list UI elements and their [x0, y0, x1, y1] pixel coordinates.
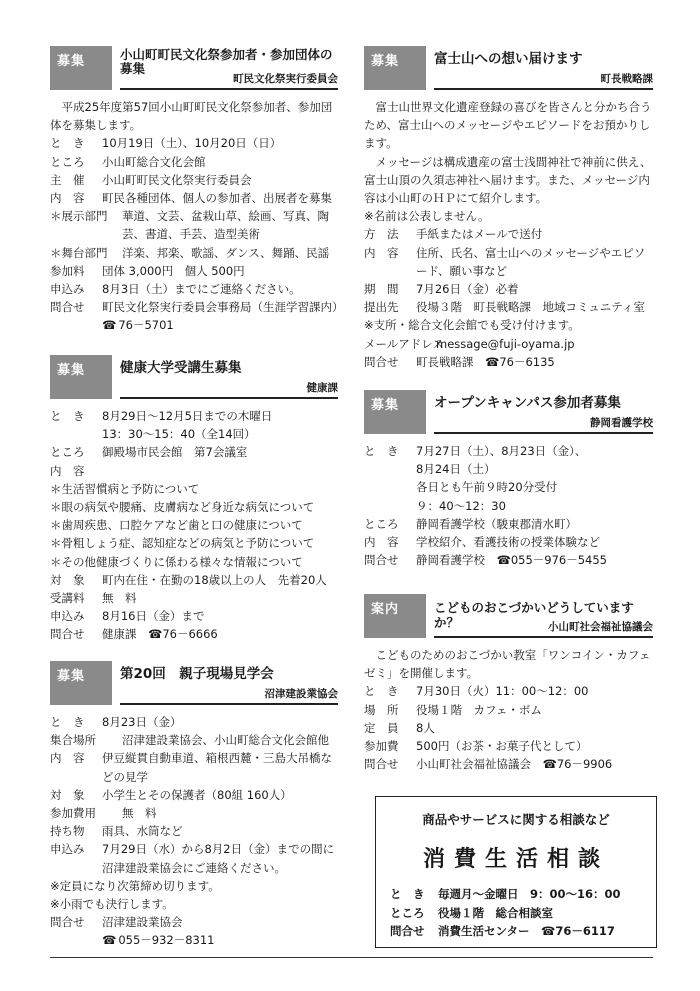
- detail-row: [364, 298, 653, 316]
- detail-label: 問合せ: [50, 300, 85, 315]
- detail-row: 問合せ 町長戦略課 ☎76－6135: [364, 354, 555, 369]
- phone-number: ☎ 055－932－8311: [50, 931, 338, 949]
- detail-value: 役場３階 町長戦略課 地域コミュニティ室: [416, 300, 645, 315]
- notice-organizer: 町民文化祭実行委員会: [233, 73, 338, 85]
- notice-body: こどものためのおこづかい教室「ワンコイン・カフェゼミ」を開催します。 と き 7月30日（火）11：00～12：00 場 所 役場１階 カフェ・ボム 定 員 8人 参加費 500円（お茶・お菓子代として） 問合せ 小山町社会福祉協議会 ☎76－9906: [364, 646, 653, 773]
- category-tag: 募集: [50, 661, 112, 705]
- notice-campus: [364, 390, 653, 569]
- category-tag: 案内: [364, 594, 426, 638]
- notice-header: [364, 594, 653, 638]
- detail-row: メールアドレス message@fuji-oyama.jp: [364, 335, 653, 353]
- detail-label: 方 法: [364, 227, 399, 242]
- detail-row: [364, 225, 653, 243]
- notice-fuji: [364, 46, 653, 371]
- notice-body: [50, 98, 344, 335]
- notice-title: 富士山への想い届けます: [434, 51, 583, 67]
- detail-label: と き: [50, 715, 85, 729]
- detail-value: 500円（お茶・お菓子代として）: [416, 739, 588, 754]
- detail-value: 小山町町民文化祭実行委員会: [102, 172, 252, 187]
- detail-label: 期 間: [364, 282, 399, 297]
- detail-row: [50, 822, 338, 840]
- topic-item: ＊その他健康づくりに係わる様々な情報について: [50, 554, 303, 569]
- detail-row: [390, 922, 656, 941]
- detail-value: 7月29日（水）から8月2日（金）までの間に沼津建設業協会にご連絡ください。: [102, 842, 335, 875]
- detail-list: [50, 713, 338, 877]
- email-link[interactable]: message@fuji-oyama.jp: [436, 336, 575, 351]
- detail-row: [50, 280, 338, 298]
- detail-label: 参加費: [364, 739, 399, 754]
- detail-value: 8月3日（土）までにご連絡ください。: [102, 282, 301, 297]
- notice-title: 第20回 親子現場見学会: [120, 666, 274, 682]
- detail-row: [50, 804, 338, 822]
- note-item: ※定員になり次第締め切ります。: [50, 878, 220, 893]
- detail-row: [50, 713, 338, 731]
- detail-value: 健康課 ☎76－6666: [102, 627, 218, 642]
- notice-bunkasai: [50, 46, 344, 335]
- detail-label: ところ: [50, 154, 85, 169]
- detail-row: [50, 207, 338, 243]
- detail-value: 無 料: [122, 806, 157, 821]
- detail-row: と き 7月27日（土）、8月23日（金）、: [364, 444, 587, 458]
- detail-label: 申込み: [50, 842, 85, 857]
- detail-value: 役場１階 総合相談室: [438, 905, 553, 920]
- detail-value: 静岡看護学校 ☎055－976－5455: [416, 553, 607, 568]
- detail-list: [364, 225, 653, 316]
- detail-row: [50, 786, 338, 804]
- detail-value: 8人: [416, 720, 435, 735]
- detail-value: 町内在住・在勤の18歳以上の人 先着20人: [102, 572, 327, 587]
- detail-value: 華道、文芸、盆栽山草、絵画、写真、陶芸、書道、手芸、造型美術: [122, 209, 329, 242]
- detail-label: と き: [390, 887, 425, 901]
- detail-value: 住所、氏名、富士山へのメッセージやエピソード、願い事など: [416, 245, 646, 278]
- detail-label: ＊舞台部門: [50, 245, 108, 260]
- detail-row: [364, 515, 653, 533]
- detail-row: [50, 571, 338, 589]
- detail-value: 7月26日（金）必着: [416, 282, 519, 297]
- detail-row: [390, 904, 656, 923]
- consult-title: 消費生活相談: [422, 847, 609, 872]
- detail-label: 提出先: [364, 300, 399, 315]
- detail-label: 場 所: [364, 702, 399, 717]
- detail-list: [50, 134, 344, 316]
- detail-value: 手紙またはメールで送付: [416, 227, 543, 242]
- detail-value: 10月19日（土）、10月20日（日）: [102, 136, 282, 151]
- detail-label: 参加費用: [50, 806, 96, 821]
- detail-value: 町民各種団体、個人の参加者、出展者を募集: [102, 191, 332, 206]
- detail-label: 主 催: [50, 172, 85, 187]
- note-list: [50, 877, 338, 913]
- notice-header: [364, 46, 653, 90]
- detail-label: 問合せ: [390, 924, 425, 938]
- detail-value: 学校紹介、看護技術の授業体験など: [416, 535, 600, 550]
- notice-genba: [50, 661, 338, 950]
- detail-row: [50, 153, 338, 171]
- detail-row: [50, 607, 338, 625]
- detail-label: 内 容: [364, 245, 399, 260]
- detail-label: 内 容: [50, 191, 85, 206]
- detail-value: 8月23日（金）: [102, 715, 182, 729]
- detail-label: 対 象: [50, 572, 85, 587]
- detail-row: 13：30～15：40（全14回）: [102, 427, 256, 442]
- detail-value: 小山町総合文化会館: [102, 154, 206, 169]
- detail-row: [50, 749, 338, 785]
- notice-header: [50, 355, 338, 399]
- notice-organizer: 健康課: [306, 382, 338, 394]
- consult-subtitle: 商品やサービスに関する相談など: [422, 812, 610, 827]
- detail-row: [50, 298, 344, 316]
- detail-row: [50, 244, 338, 262]
- detail-label: 持ち物: [50, 824, 85, 839]
- detail-row: [50, 171, 338, 189]
- topic-item: ＊眼の病気や腰痛、皮膚病など身近な病気について: [50, 500, 315, 515]
- detail-value: 静岡看護学校（駿東郡清水町）: [416, 516, 577, 531]
- notice-header: [50, 661, 338, 705]
- detail-row: [364, 755, 653, 773]
- detail-row: 内 容: [50, 463, 85, 478]
- topic-item: ＊生活習慣病と予防について: [50, 481, 200, 496]
- detail-value: 無 料: [102, 591, 137, 606]
- detail-row: と き 8月29日～12月5日までの木曜日: [50, 409, 273, 423]
- detail-row: 問合せ 沼津建設業協会: [50, 915, 183, 930]
- notice-intro: 平成25年度第57回小山町町民文化祭参加者、参加団体を募集します。: [50, 100, 333, 133]
- detail-row: [364, 682, 653, 700]
- detail-row: [50, 189, 338, 207]
- notice-header: [364, 390, 653, 434]
- notice-title: オープンキャンパス参加者募集: [434, 395, 621, 411]
- detail-value: 8月16日（金）まで: [102, 609, 205, 624]
- bottom-divider: [50, 957, 653, 958]
- detail-row: [50, 589, 338, 607]
- detail-row: ところ 御殿場市民会館 第7会議室: [50, 445, 248, 460]
- notice-title: 小山町町民文化祭参加者・参加団体の募集: [120, 47, 333, 76]
- detail-value: 雨具、水筒など: [102, 824, 183, 839]
- notice-kozukai: [364, 594, 653, 773]
- detail-value: 団体 3,000円 個人 500円: [102, 263, 245, 278]
- notice-title: 健康大学受講生募集: [120, 360, 242, 376]
- detail-list: [50, 571, 338, 644]
- notice-organizer: 沼津建設業協会: [264, 688, 338, 700]
- consultation-box: [375, 796, 657, 948]
- category-tag: 募集: [364, 390, 426, 434]
- detail-label: 問合せ: [50, 627, 85, 642]
- detail-label: と き: [364, 684, 399, 699]
- detail-value: 洋楽、邦楽、歌謡、ダンス、舞踊、民謡: [122, 245, 330, 260]
- category-tag: 募集: [50, 46, 112, 90]
- detail-label: と き: [50, 136, 85, 151]
- notice-body: と き 7月27日（土）、8月23日（金）、 8月24日（土） 各日とも午前９時20分受付 ９：40～12：30 ところ 静岡看護学校（駿東郡清水町） 内 容 学校紹介、看護技術の授業体験など 問合せ 静岡看護学校 ☎055－976－5455: [364, 442, 653, 569]
- detail-row: [364, 280, 653, 298]
- notice-kenko: [50, 355, 338, 644]
- detail-label: 内 容: [50, 751, 85, 766]
- detail-row: [50, 262, 338, 280]
- detail-row: [364, 244, 653, 280]
- notice-title: こどものおこづかいどうしていますか？: [434, 600, 634, 630]
- notice-body: [50, 713, 338, 950]
- detail-label: 内 容: [364, 535, 399, 550]
- detail-row: [50, 625, 338, 643]
- detail-value: 沼津建設業協会、小山町総合文化会館他: [122, 733, 329, 748]
- detail-row: [50, 134, 338, 152]
- detail-list: [364, 515, 653, 570]
- detail-label: 受講料: [50, 591, 85, 606]
- topic-item: ＊骨粗しょう症、認知症などの病気と予防について: [50, 536, 315, 551]
- notice-organizer: 静岡看護学校: [590, 417, 653, 429]
- detail-label: ところ: [390, 905, 425, 920]
- detail-row: [364, 719, 653, 737]
- detail-value: 役場１階 カフェ・ボム: [416, 702, 542, 717]
- notice-organizer: 小山町社会福祉協議会: [548, 621, 653, 633]
- detail-label: 申込み: [50, 282, 85, 297]
- detail-label: ところ: [364, 516, 399, 531]
- detail-row: [364, 737, 653, 755]
- notice-body: [50, 407, 338, 644]
- detail-label: 対 象: [50, 787, 85, 802]
- detail-row: [364, 533, 653, 551]
- notice-organizer: 町長戦略課: [600, 73, 653, 85]
- detail-value: 消費生活センター ☎76－6117: [438, 924, 615, 938]
- phone-number: ☎ 76－5701: [50, 316, 338, 334]
- category-tag: 募集: [364, 46, 426, 90]
- detail-list: [364, 682, 653, 773]
- detail-label: 申込み: [50, 609, 85, 624]
- detail-row: [364, 551, 653, 569]
- detail-value: 町民文化祭実行委員会事務局（生涯学習課内）: [102, 300, 344, 315]
- topic-item: ＊歯周疾患、口腔ケアなど歯と口の健康について: [50, 518, 303, 533]
- detail-value: 伊豆縦貫自動車道、箱根西麓・三島大吊橋などの見学: [102, 751, 332, 784]
- category-tag: 募集: [50, 355, 112, 399]
- topic-list: [50, 480, 338, 571]
- detail-row: [390, 885, 656, 904]
- detail-row: [50, 840, 338, 876]
- detail-label: ＊展示部門: [50, 209, 108, 224]
- detail-value: 小学生とその保護者（80組 160人）: [102, 787, 292, 802]
- notice-header: [50, 46, 338, 90]
- detail-value: 毎週月～金曜日 9：00～16：00: [438, 887, 621, 901]
- detail-value: 7月30日（火）11：00～12：00: [416, 684, 589, 699]
- consult-details: [390, 885, 656, 941]
- detail-label: 問合せ: [364, 553, 399, 568]
- detail-value: 小山町社会福祉協議会 ☎76－9906: [416, 757, 613, 772]
- detail-label: 定 員: [364, 720, 399, 735]
- detail-row: [50, 731, 338, 749]
- detail-label: 参加料: [50, 263, 85, 278]
- notice-body: 富士山世界文化遺産登録の喜びを皆さんと分かち合うため、富士山へのメッセージやエピソードをお預かりします。 メッセージは構成遺産の富士浅間神社で神前に供え、富士山頂の久須志神社へ届けます。また、メッセージ内容は小山町のＨＰにて紹介します。 ※名前は公表しません。 方 法 手紙またはメールで送付 内 容 住所、氏名、富士山へのメッセージやエピソード、願い事など 期 間 7月26日（金）必着 提出先 役場３階 町長戦略課 地域コミュニティ室 ※支所・総合文化会館でも受け付けます。 メールアドレス message@fuji-oyama.jp 問合せ 町長戦略課 ☎76－6135: [364, 98, 653, 371]
- detail-row: [364, 701, 653, 719]
- detail-label: 集合場所: [50, 733, 96, 748]
- detail-label: 問合せ: [364, 757, 399, 772]
- note-item: ※小雨でも決行します。: [50, 897, 174, 912]
